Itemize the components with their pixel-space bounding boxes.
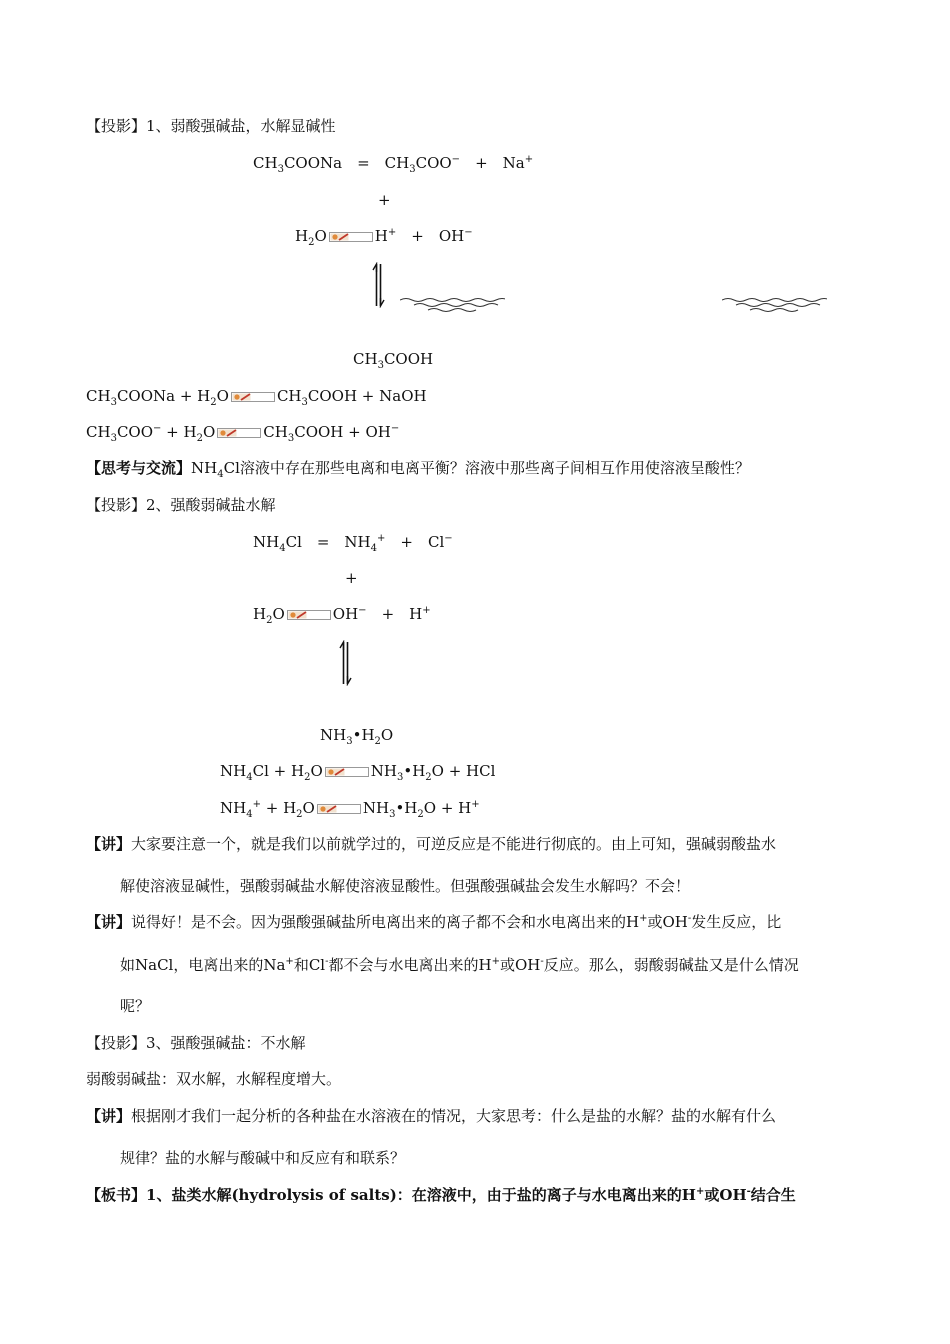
- eq4-ionic-hydrolysis: $NH_4^+ + H_2O$ $NH_3•H_2O + H^+$: [220, 799, 480, 820]
- eq2-water-ionization: $H_2O$ H+ + OH−: [295, 227, 473, 248]
- talk3-line2: 规律？盐的水解与酸碱中和反应有和联系？: [120, 1149, 406, 1167]
- talk2-line1: 【讲】说得好！是不会。因为强酸强碱盐所电离出来的离子都不会和水电离出来的H+或OH-发生反应，比: [86, 913, 782, 931]
- think-exchange: 【思考与交流】$NH_4Cl$溶液中存在那些电离和电离平衡？溶液中那些离子间相互作用使溶液呈酸性？: [86, 459, 750, 480]
- reversible-arrow-icon: [317, 803, 361, 815]
- eq4-ionic-hydrolysis: $CH_3COO^- + H_2O$ $CH_3COOH + OH^-$: [86, 423, 400, 444]
- section3-line2: 弱酸弱碱盐：双水解，水解程度增大。: [86, 1070, 342, 1088]
- eq3-molecular-hydrolysis: $CH_3COONa + H_2O$ $CH_3COOH$ + NaOH: [86, 387, 427, 408]
- product-ch3cooh: $CH_3COOH$: [353, 350, 434, 371]
- wavy-underline-icon: [400, 295, 505, 313]
- plus-sign: +: [345, 569, 358, 587]
- talk1-line1: 【讲】大家要注意一个，就是我们以前就学过的，可逆反应是不能进行彻底的。由上可知，强碱弱酸盐水: [86, 835, 777, 853]
- board-definition: 【板书】1、盐类水解(hydrolysis of salts)：在溶液中，由于盐的离子与水电离出来的H+或OH-结合生: [86, 1186, 796, 1204]
- product-nh3h2o: $NH_3•H_2O$: [320, 726, 394, 747]
- eq3-molecular-hydrolysis: $NH_4Cl + H_2O$ $NH_3•H_2O$ + HCl: [220, 762, 496, 783]
- talk3-line1: 【讲】根据刚才我们一起分析的各种盐在水溶液在的情况，大家思考：什么是盐的水解？盐的水解有什么: [86, 1107, 777, 1125]
- section3-heading: 【投影】3、强酸强碱盐：不水解: [86, 1034, 306, 1052]
- equilibrium-vertical-arrow-icon: [372, 262, 386, 308]
- reversible-arrow-icon: [231, 391, 275, 403]
- eq2-water-ionization: $H_2O$ OH− + H+: [253, 605, 431, 626]
- talk2-line2: 如NaCl，电离出来的Na+和Cl-都不会与水电离出来的H+或OH-反应。那么，弱酸弱碱盐又是什么情况: [120, 956, 799, 974]
- reversible-arrow-icon: [325, 766, 369, 778]
- eq1-dissociation-ch3coona: $CH_3COONa$ = $CH_3COO^-$ + Na+: [253, 154, 534, 175]
- reversible-arrow-icon: [329, 231, 373, 243]
- reversible-arrow-icon: [217, 427, 261, 439]
- section1-heading: 【投影】1、弱酸强碱盐，水解显碱性: [86, 117, 336, 135]
- equilibrium-vertical-arrow-icon: [339, 640, 353, 686]
- wavy-underline-icon: [722, 295, 827, 313]
- eq1-dissociation-nh4cl: $NH_4Cl$ = $NH_4^+$ + Cl−: [253, 533, 453, 554]
- talk1-line2: 解使溶液显碱性，强酸弱碱盐水解使溶液显酸性。但强酸强碱盐会发生水解吗？不会！: [120, 877, 691, 895]
- talk2-line3: 呢？: [120, 997, 151, 1015]
- plus-sign: +: [378, 191, 391, 209]
- section2-heading: 【投影】2、强酸弱碱盐水解: [86, 496, 276, 514]
- reversible-arrow-icon: [287, 609, 331, 621]
